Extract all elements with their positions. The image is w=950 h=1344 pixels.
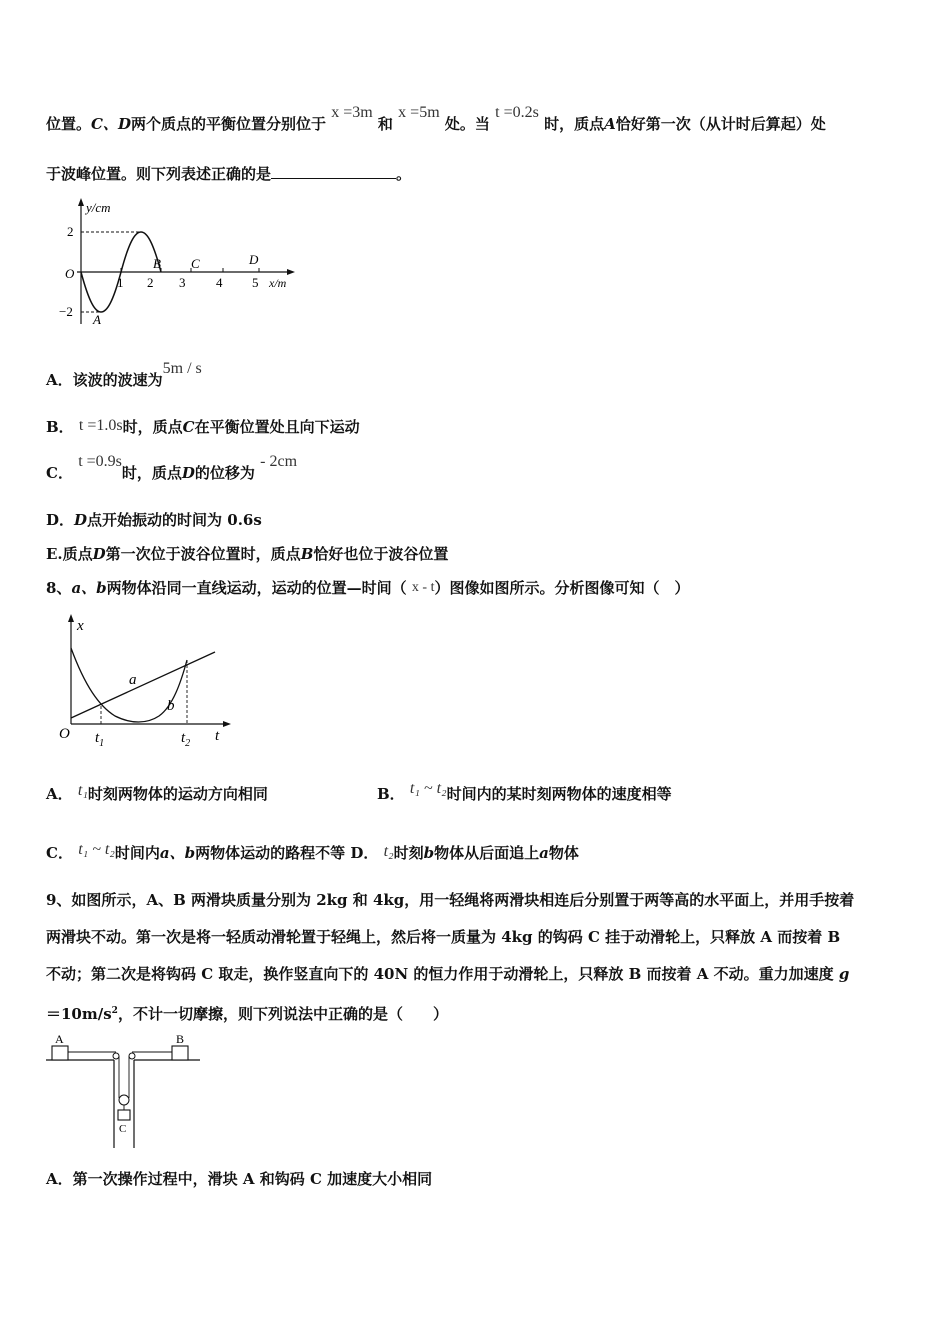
block-a — [52, 1046, 68, 1060]
wave-tick-5: 5 — [252, 275, 259, 290]
pulley-right — [129, 1053, 135, 1059]
wave-tick-4: 4 — [216, 275, 223, 290]
wave-x-label: x/m — [269, 276, 287, 290]
q7-line1: 位置。C、D两个质点的平衡位置分别位于 x =3m 和 x =5m 处。当 t =0.2s 时，质点A恰好第一次（从计时后算起）处 — [46, 104, 826, 133]
q7-line2: 于波峰位置。则下列表述正确的是 。 — [46, 165, 412, 183]
moving-pulley — [119, 1095, 129, 1105]
wave-y-bottom: −2 — [59, 304, 73, 319]
wave-y-arrow — [78, 198, 84, 206]
math-t02: t =0.2s — [495, 104, 539, 121]
wave-point-c: C — [191, 256, 200, 271]
q7-option-e: E.质点D第一次位于波谷位置时，质点B恰好也位于波谷位置 — [46, 545, 449, 563]
xt-x-arrow — [68, 614, 74, 622]
q9-option-a: A．第一次操作过程中，滑块 A 和钩码 C 加速度大小相同 — [46, 1170, 433, 1188]
xt-t2-label: $t_2$ — [181, 730, 191, 748]
xt-t-arrow — [223, 721, 231, 727]
xt-t1-label: $t_1$ — [95, 730, 105, 748]
math-t1: t₁ — [77, 782, 88, 799]
math-speed: 5m / s — [162, 360, 202, 377]
q9-line4: $=10m/s^2$，不计一切摩擦，则下列说法中正确的是（ ） — [46, 1005, 448, 1023]
xt-graph — [55, 612, 235, 748]
q8-option-b: B． t₁ ~ t₂时间内的某时刻两物体的速度相等 — [377, 780, 672, 803]
xt-x-label: x — [77, 618, 84, 634]
xt-curve-b-label: b — [167, 698, 175, 714]
wave-tick-3: 3 — [179, 275, 186, 290]
wave-tick-1: 1 — [117, 275, 124, 290]
q9-line2: 两滑块不动。第一次是将一轻质动滑轮置于轻绳上，然后将一质量为 4kg 的钩码 C 挂于动滑轮上，只释放 A 而按着 B — [46, 928, 841, 946]
answer-blank — [271, 164, 396, 179]
wave-point-a: A — [93, 312, 101, 327]
q8-option-a: A． t₁时刻两物体的运动方向相同 — [46, 782, 268, 803]
math-t10: t =1.0s — [78, 417, 123, 434]
q9-line3: 不动；第二次是将钩码 C 取走，换作竖直向下的 40N 的恒力作用于动滑轮上，只释放 B 而按着 A 不动。重力加速度 g — [46, 965, 850, 983]
math-xt: x - t — [411, 580, 435, 595]
q7-option-d: D．D点开始振动的时间为 0.6s — [46, 511, 262, 529]
math-x5m: x =5m — [398, 104, 440, 121]
block-a-label: A — [55, 1032, 64, 1046]
weight-c-label: C — [119, 1123, 127, 1135]
math-t09: t =0.9s — [78, 453, 122, 470]
q8-option-c-d: C． t₁ ~ t₂时间内a、b两物体运动的路程不等 D． t₂时刻b物体从后面追上a物体 — [46, 841, 579, 862]
wave-y-top: 2 — [67, 224, 74, 239]
xt-origin: O — [59, 726, 70, 742]
block-b-label: B — [176, 1032, 185, 1046]
math-t1-t2: t₁ ~ t₂ — [409, 780, 447, 797]
q8-stem: 8、a、b两物体沿同一直线运动，运动的位置—时间（ x - t）图像如图所示。分析图像可知（ ） — [46, 579, 690, 597]
wave-y-label: y/cm — [86, 200, 111, 215]
math-t2: t₂ — [383, 843, 394, 860]
q7-option-a: A．该波的波速为5m / s — [46, 360, 202, 389]
wave-point-d: D — [249, 252, 259, 267]
xt-line-a-label: a — [129, 672, 137, 688]
math-x3m: x =3m — [331, 104, 373, 121]
pulley-figure — [44, 1030, 204, 1150]
weight-c — [118, 1110, 130, 1120]
wave-tick-2: 2 — [147, 275, 154, 290]
q7-option-c: C． t =0.9s时，质点D的位移为 - 2cm — [46, 453, 298, 482]
wave-x-arrow — [287, 269, 295, 275]
line-a — [71, 652, 215, 718]
wave-point-b: B — [153, 256, 161, 271]
q7-option-b: B． t =1.0s时，质点C在平衡位置处且向下运动 — [46, 417, 360, 436]
xt-t-label: t — [215, 728, 220, 744]
math-t1-t2-c: t₁ ~ t₂ — [78, 841, 115, 858]
wave-graph — [55, 196, 305, 328]
math-neg2cm: - 2cm — [260, 453, 298, 470]
pulley-left — [113, 1053, 119, 1059]
q9-line1: 9、如图所示，A、B 两滑块质量分别为 2kg 和 4kg，用一轻绳将两滑块相连后分别置于两等高的水平面上，并用手按着 — [46, 891, 855, 909]
block-b — [172, 1046, 188, 1060]
wave-origin: O — [65, 266, 75, 281]
wave-x-ticks — [117, 268, 259, 290]
